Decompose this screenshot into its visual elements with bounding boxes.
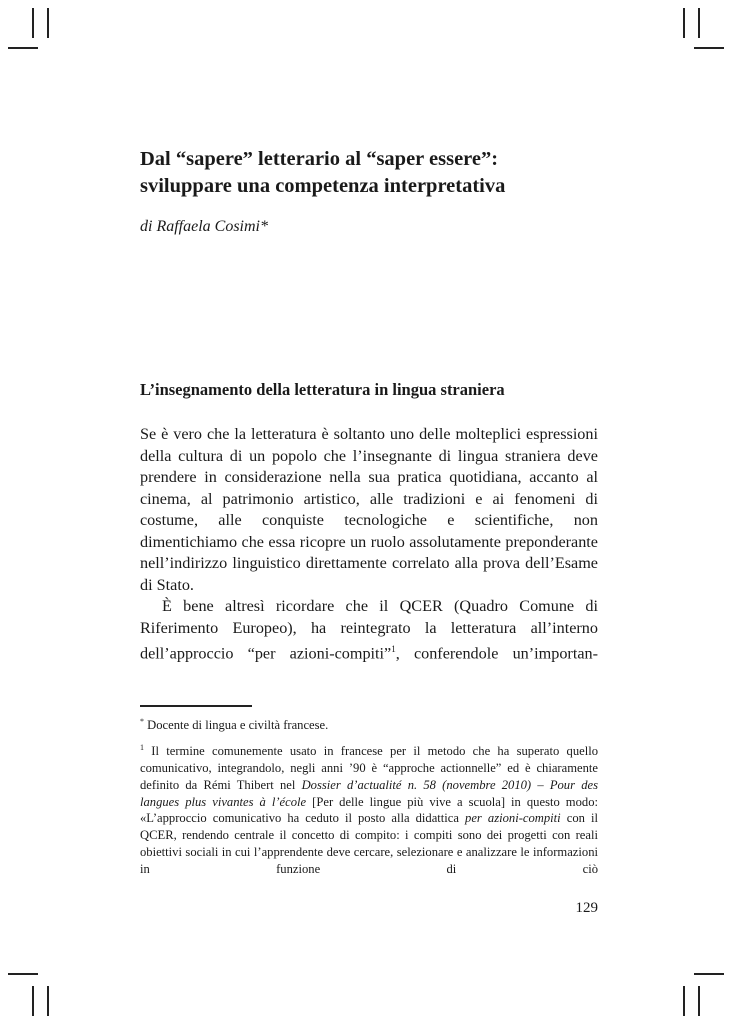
crop-mark-bottom-right-vertical-1 (683, 986, 685, 1016)
crop-mark-top-left-vertical-1 (32, 8, 34, 38)
body-text (140, 424, 598, 665)
crop-mark-bottom-right-horizontal (694, 973, 724, 975)
crop-mark-bottom-left-vertical-1 (32, 986, 34, 1016)
footnotes (140, 714, 598, 878)
footnote-ref-1: 1 (391, 644, 396, 654)
crop-mark-top-left-horizontal (8, 47, 38, 49)
crop-mark-top-right-horizontal (694, 47, 724, 49)
footnote-1-text-b: [Per delle lingue più vive a scuola] in questo modo: «L’approccio comunicativo ha ceduto il posto alla didattica (140, 794, 598, 826)
section-heading: L’insegnamento della letteratura in lingua straniera (140, 380, 505, 399)
crop-mark-top-left-vertical-2 (47, 8, 49, 38)
footnote-1 (140, 740, 598, 878)
footnote-1-text-a: Il termine comunemente usato in francese per il metodo che ha superato quello comunicativo, integrandolo, negli anni ’90 è “approche actionnelle” ed è chiaramente definito da Rémi Thibert nel (140, 744, 598, 792)
crop-mark-top-right-vertical-1 (683, 8, 685, 38)
footnote-star-text: Docente di lingua e civiltà francese. (147, 718, 329, 733)
page-number: 129 (575, 900, 598, 916)
crop-mark-bottom-left-vertical-2 (47, 986, 49, 1016)
footnote-author (140, 714, 598, 734)
paragraph-2-start: È bene altresì ricordare che il QCER (Quadro Comune di Riferimento Europeo), ha reintegrato la letteratura all’interno dell’approccio “per azioni-compiti” (140, 597, 598, 663)
footnote-rule (140, 705, 252, 707)
paragraph-2-end: , conferendole un’importan- (395, 644, 598, 663)
footnote-1-mark: 1 (140, 742, 144, 752)
crop-mark-bottom-right-vertical-2 (698, 986, 700, 1016)
chapter-title-line-1: Dal “sapere” letterario al “saper essere”: (140, 148, 499, 170)
footnote-star-mark: * (140, 717, 144, 726)
footnote-1-italic-2: per azioni-compiti (465, 811, 561, 826)
chapter-title-line-2: sviluppare una competenza interpretativa (140, 175, 506, 197)
author-byline: di Raffaela Cosimi* (140, 218, 268, 235)
crop-mark-bottom-left-horizontal (8, 973, 38, 975)
crop-mark-top-right-vertical-2 (698, 8, 700, 38)
paragraph-1: Se è vero che la letteratura è soltanto uno delle molteplici espressioni della cultura di un popolo che l’insegnante di lingua straniera deve prendere in considerazione nella sua pratica quotidiana, accanto al cinema, al patrimonio artistico, alle tradizioni e ai fenomeni di costume, alle conquiste tecnologiche e scientifiche, non dimentichiamo che essa ricopre un ruolo assolutamente preponderante nell’indirizzo linguistico direttamente correlato alla prova dell’Esame di Stato. (140, 425, 598, 594)
footnote-1-italic-1: Dossier d’actualité n. 58 (novembre 2010) – Pour des langues plus vivantes à l’école (140, 777, 598, 809)
footnote-1-text-c: con il QCER, rendendo centrale il concetto di compito: i compiti sono dei progetti con reali obiettivi sociali in cui l’apprendente deve cercare, selezionare e analizzare le informazioni in funzione di ciò (140, 811, 598, 876)
chapter-title (140, 146, 600, 200)
paragraph-2 (140, 596, 598, 665)
